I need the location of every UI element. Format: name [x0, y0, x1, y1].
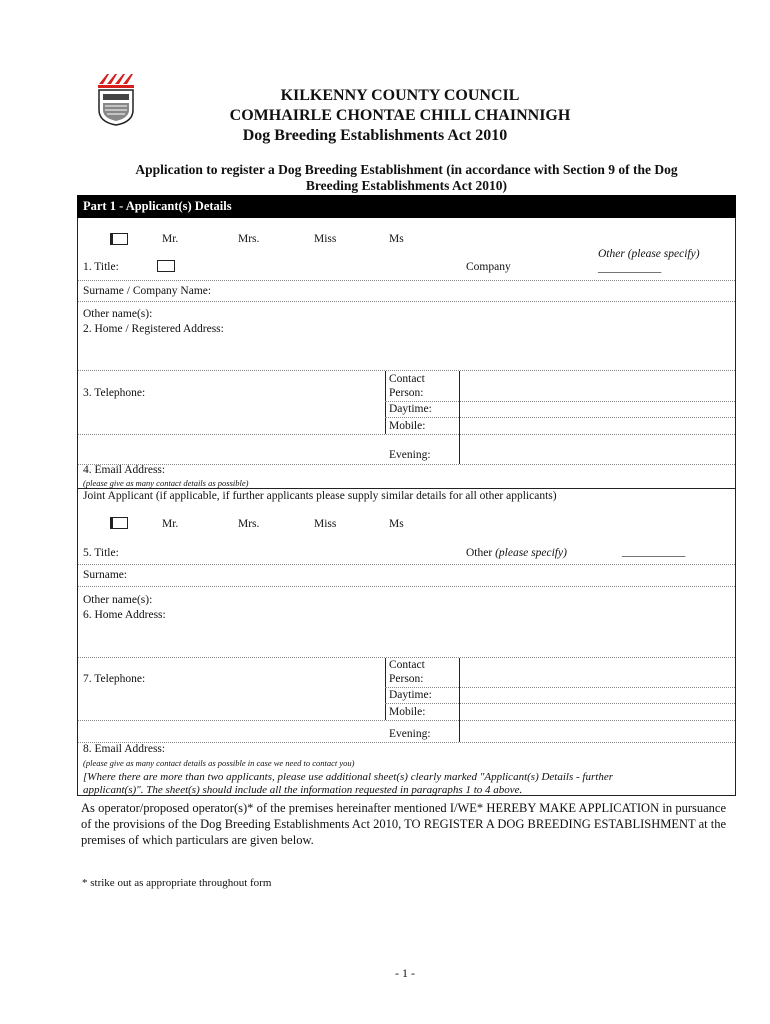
divider: [78, 280, 735, 281]
divider: [78, 586, 735, 587]
title-option-miss: Miss: [314, 233, 337, 245]
divider: [78, 434, 735, 435]
title-option-mr: Mr.: [162, 233, 179, 245]
joint-contact-person-label-2: Person:: [389, 673, 424, 685]
divider: [385, 371, 386, 434]
divider: [385, 401, 735, 402]
divider: [385, 687, 735, 688]
sheet-note-line1: [Where there are more than two applicants, please use additional sheet(s) clearly marked "Applicant(s) Details - further: [83, 771, 613, 783]
divider: [78, 564, 735, 565]
telephone-label: 3. Telephone:: [83, 387, 146, 399]
divider: [78, 301, 735, 302]
joint-title-other-label: Other: [466, 547, 496, 559]
email-label: 4. Email Address:: [83, 464, 166, 476]
joint-evening-label: Evening:: [389, 728, 431, 740]
divider: [78, 657, 735, 658]
joint-title-option-miss: Miss: [314, 518, 337, 530]
divider: [78, 370, 735, 371]
joint-email-label: 8. Email Address:: [83, 743, 166, 755]
joint-applicant-intro: Joint Applicant (if applicable, if further applicants please supply similar details for all other applicants): [83, 490, 557, 502]
joint-telephone-label: 7. Telephone:: [83, 673, 146, 685]
title-label: 1. Title:: [83, 261, 119, 273]
declaration-paragraph: As operator/proposed operator(s)* of the premises hereinafter mentioned I/WE* HEREBY MAKE APPLICATION in pursuance of the provisions of the Dog Breeding Establishments Act 2010, TO REGISTER A DOG BREEDING ESTABLISHMENT at the premises of which particulars are given below.: [81, 801, 726, 847]
email-note: (please give as many contact details as possible): [83, 478, 249, 488]
part1-header-bar: Part 1 - Applicant(s) Details: [77, 195, 736, 218]
title-other-label: Other (please specify): [598, 248, 700, 260]
contact-person-label-1: Contact: [389, 373, 425, 385]
joint-other-names-label: Other name(s):: [83, 594, 153, 606]
application-title-line2: Breeding Establishments Act 2010): [305, 178, 508, 193]
contact-person-label-2: Person:: [389, 387, 424, 399]
joint-title-label: 5. Title:: [83, 547, 119, 559]
joint-title-checkbox-mr[interactable]: [110, 517, 128, 529]
joint-title-option-mrs: Mrs.: [238, 518, 260, 530]
joint-title-other-blank[interactable]: ___________: [622, 546, 686, 558]
divider: [78, 742, 735, 743]
council-name: KILKENNY COUNTY COUNCIL: [280, 87, 520, 104]
act-title: Dog Breeding Establishments Act 2010: [242, 127, 508, 144]
divider: [385, 703, 735, 704]
application-title-line1: Application to register a Dog Breeding Establishment (in accordance with Section 9 of the Dog: [135, 162, 678, 177]
divider: [78, 720, 735, 721]
title-checkbox-company[interactable]: [157, 260, 175, 272]
other-names-label: Other name(s):: [83, 308, 153, 320]
daytime-label: Daytime:: [389, 403, 432, 415]
mobile-label: Mobile:: [389, 420, 426, 432]
address-label: 2. Home / Registered Address:: [83, 323, 224, 335]
joint-daytime-label: Daytime:: [389, 689, 432, 701]
joint-email-note: (please give as many contact details as possible in case we need to contact you): [83, 758, 355, 768]
title-option-company: Company: [466, 261, 511, 273]
joint-title-option-ms: Ms: [389, 518, 404, 530]
joint-title-option-mr: Mr.: [162, 518, 179, 530]
divider: [459, 658, 460, 742]
joint-contact-person-label-1: Contact: [389, 659, 425, 671]
divider: [385, 658, 386, 720]
joint-surname-label: Surname:: [83, 569, 128, 581]
divider: [78, 464, 735, 465]
council-name-irish: COMHAIRLE CHONTAE CHILL CHAINNIGH: [229, 107, 571, 124]
joint-title-other-hint: (please specify): [495, 547, 567, 559]
surname-company-label: Surname / Company Name:: [83, 285, 212, 297]
joint-address-label: 6. Home Address:: [83, 609, 166, 621]
page-number: - 1 -: [395, 966, 415, 980]
title-option-mrs: Mrs.: [238, 233, 260, 245]
title-other-blank[interactable]: ___________: [598, 262, 662, 274]
divider: [78, 488, 735, 489]
footnote: * strike out as appropriate throughout form: [82, 877, 272, 889]
title-option-ms: Ms: [389, 233, 404, 245]
sheet-note-line2: applicant(s)". The sheet(s) should include all the information requested in paragraphs 1 to 4 above.: [83, 784, 523, 796]
title-checkbox-mr[interactable]: [110, 233, 128, 245]
divider: [385, 417, 735, 418]
evening-label: Evening:: [389, 449, 431, 461]
joint-mobile-label: Mobile:: [389, 706, 426, 718]
